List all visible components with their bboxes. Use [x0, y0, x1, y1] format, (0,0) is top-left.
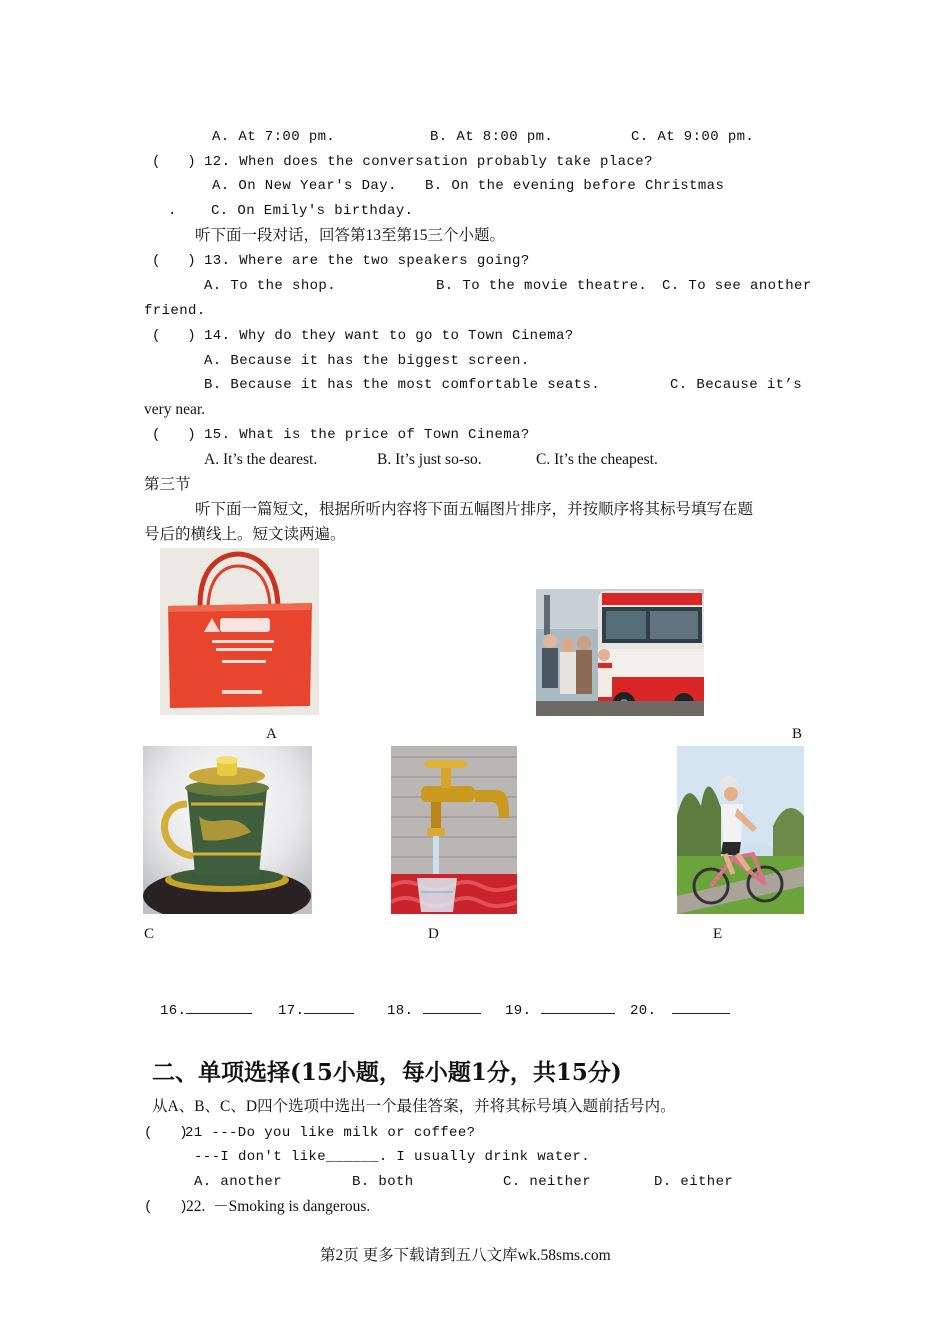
answer-paren-13: ( )	[152, 253, 197, 269]
picture-b-label: B	[792, 726, 803, 742]
section-3-instruction-line1: 听下面一篇短文，根据所听内容将下面五幅图片排序，并按顺序将其标号填写在题	[195, 501, 754, 518]
q12-option-a: A. On New Year's Day.	[212, 178, 397, 194]
picture-a-label: A	[266, 726, 277, 742]
tea-cup-icon	[143, 746, 312, 914]
question-14: 14. Why do they want to go to Town Cinema?	[204, 328, 574, 344]
answer-paren-12: ( )	[152, 154, 197, 170]
answer-17-number: 17.	[278, 1003, 305, 1019]
answer-19-blank[interactable]	[541, 998, 615, 1014]
answer-17	[278, 998, 354, 1021]
q14-option-b: B. Because it has the most comfortable seats.	[204, 377, 601, 393]
q11-option-b: B. At 8:00 pm.	[430, 129, 554, 145]
q21-option-d: D. either	[654, 1174, 734, 1190]
bus-icon	[536, 589, 704, 716]
shopping-bag-icon	[160, 548, 319, 715]
bus-picture	[536, 589, 704, 716]
answer-16-blank[interactable]	[186, 998, 252, 1014]
q11-option-c: C. At 9:00 pm.	[631, 129, 755, 145]
q14-option-c-cont: very near.	[144, 401, 206, 418]
answer-paren-22: ( )	[144, 1199, 189, 1215]
tea-cup-picture	[143, 746, 312, 914]
q12-option-b: B. On the evening before Christmas	[425, 178, 725, 194]
shopping-bag-picture	[160, 548, 319, 715]
picture-c-label: C	[144, 926, 155, 942]
question-12: 12. When does the conversation probably take place?	[204, 154, 653, 170]
q12-dot: .	[168, 203, 177, 219]
answer-18-blank[interactable]	[423, 998, 481, 1014]
q14-option-c: C. Because it’s	[670, 377, 803, 393]
answer-paren-21: ( )	[144, 1125, 189, 1141]
question-15: 15. What is the price of Town Cinema?	[204, 427, 530, 443]
dialog-instruction: 听下面一段对话，回答第13至第15三个小题。	[195, 227, 506, 244]
cyclist-icon	[677, 746, 804, 914]
section-3-instruction-line2: 号后的横线上。短文读两遍。	[144, 526, 346, 543]
answer-16	[160, 998, 252, 1021]
answer-19	[505, 998, 615, 1021]
q13-option-b: B. To the movie theatre.	[436, 278, 648, 294]
answer-18	[387, 998, 481, 1021]
q14-option-a: A. Because it has the biggest screen.	[204, 353, 530, 369]
section-3-title: 第三节	[144, 476, 191, 493]
answer-paren-15: ( )	[152, 427, 197, 443]
q15-option-c: C. It’s the cheapest.	[536, 451, 658, 468]
q13-option-a: A. To the shop.	[204, 278, 337, 294]
q21-option-c: C. neither	[503, 1174, 592, 1190]
picture-d-label: D	[428, 926, 439, 942]
answer-20-blank[interactable]	[672, 998, 730, 1014]
q15-option-a: A. It’s the dearest.	[204, 451, 318, 468]
water-tap-icon	[391, 746, 517, 914]
answer-19-number: 19.	[505, 1003, 532, 1019]
answer-16-number: 16.	[160, 1003, 187, 1019]
question-21-line2: ---I don't like______. I usually drink water.	[194, 1149, 591, 1165]
answer-17-blank[interactable]	[304, 998, 354, 1014]
part-2-heading: 二、单项选择(15小题，每小题1分，共15分)	[152, 1059, 622, 1086]
answer-paren-14: ( )	[152, 328, 197, 344]
answer-20	[630, 998, 730, 1021]
q11-option-a: A. At 7:00 pm.	[212, 129, 336, 145]
q21-option-a: A. another	[194, 1174, 283, 1190]
q15-option-b: B. It’s just so-so.	[377, 451, 482, 468]
question-22: 22. －Smoking is dangerous.	[186, 1198, 371, 1215]
part-2-instruction: 从A、B、C、D四个选项中选出一个最佳答案，并将其标号填入题前括号内。	[152, 1098, 676, 1115]
q13-option-c: C. To see another	[662, 278, 812, 294]
question-13: 13. Where are the two speakers going?	[204, 253, 530, 269]
page-footer: 第2页 更多下载请到五八文库wk.58sms.com	[320, 1247, 611, 1264]
q12-option-c: C. On Emily's birthday.	[211, 203, 414, 219]
q13-option-c-cont: friend.	[144, 303, 206, 319]
answer-20-number: 20.	[630, 1003, 657, 1019]
picture-e-label: E	[713, 926, 723, 942]
answer-18-number: 18.	[387, 1003, 414, 1019]
water-tap-picture	[391, 746, 517, 914]
question-21: 21 ---Do you like milk or coffee?	[185, 1125, 476, 1141]
q21-option-b: B. both	[352, 1174, 414, 1190]
cyclist-picture	[677, 746, 804, 914]
